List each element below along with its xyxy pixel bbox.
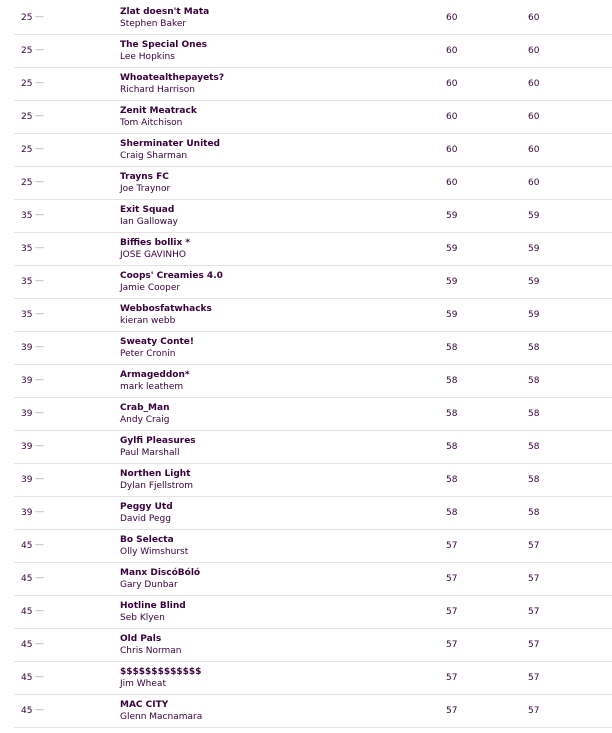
- total-points: 59: [528, 244, 540, 254]
- total-points: 57: [528, 673, 540, 683]
- team-cell[interactable]: [120, 303, 212, 327]
- rank-value: 39: [21, 442, 33, 452]
- table-row[interactable]: [14, 431, 612, 464]
- team-cell[interactable]: [120, 237, 190, 261]
- manager-name: JOSE GAVINHO: [120, 250, 186, 260]
- rank-movement-icon: —: [35, 540, 43, 550]
- gameweek-points: 58: [446, 442, 458, 452]
- team-cell[interactable]: [120, 39, 207, 63]
- manager-name: Paul Marshall: [120, 448, 180, 458]
- team-cell[interactable]: [120, 468, 193, 492]
- rank-value: 45: [21, 541, 33, 551]
- rank-movement-icon: —: [35, 45, 43, 55]
- manager-name: Dylan Fjellstrom: [120, 481, 194, 491]
- rank-value: 39: [21, 475, 33, 485]
- gameweek-points: 60: [446, 145, 458, 155]
- gameweek-points: 57: [446, 640, 458, 650]
- table-row[interactable]: [14, 332, 612, 365]
- team-name-link[interactable]: Northen Light: [120, 469, 191, 479]
- gameweek-points: 58: [446, 475, 458, 485]
- manager-name: Gary Dunbar: [120, 580, 178, 590]
- team-name-link[interactable]: Trayns FC: [120, 172, 169, 182]
- total-points: 57: [528, 574, 540, 584]
- total-points: 60: [528, 46, 540, 56]
- rank-movement-icon: —: [35, 606, 43, 616]
- gameweek-points: 57: [446, 673, 458, 683]
- rank-movement-icon: —: [35, 144, 43, 154]
- team-cell[interactable]: [120, 666, 201, 690]
- team-cell[interactable]: [120, 138, 220, 162]
- rank-movement-icon: —: [35, 507, 43, 517]
- manager-name: Joe Traynor: [120, 184, 171, 194]
- team-cell[interactable]: [120, 336, 194, 360]
- manager-name: David Pegg: [120, 514, 171, 524]
- table-row[interactable]: [14, 200, 612, 233]
- team-cell[interactable]: [120, 435, 196, 459]
- gameweek-points: 59: [446, 277, 458, 287]
- table-row[interactable]: [14, 497, 612, 530]
- team-cell[interactable]: [120, 534, 188, 558]
- rank-value: 35: [21, 310, 33, 320]
- rank-value: 25: [21, 145, 33, 155]
- table-row[interactable]: [14, 101, 612, 134]
- total-points: 59: [528, 310, 540, 320]
- team-cell[interactable]: [120, 699, 202, 723]
- gameweek-points: 59: [446, 310, 458, 320]
- team-name-link[interactable]: Hotline Blind: [120, 601, 186, 611]
- manager-name: Peter Cronin: [120, 349, 176, 359]
- manager-name: Seb Klyen: [120, 613, 165, 623]
- table-row[interactable]: [14, 398, 612, 431]
- gameweek-points: 60: [446, 13, 458, 23]
- rank-value: 35: [21, 211, 33, 221]
- rank-movement-icon: —: [35, 78, 43, 88]
- team-name-link[interactable]: Old Pals: [120, 634, 162, 644]
- total-points: 58: [528, 343, 540, 353]
- rank-movement-icon: —: [35, 573, 43, 583]
- manager-name: Jim Wheat: [120, 679, 166, 689]
- gameweek-points: 58: [446, 343, 458, 353]
- team-name-link[interactable]: Bo Selecta: [120, 535, 174, 545]
- gameweek-points: 58: [446, 409, 458, 419]
- team-name-link[interactable]: Zenit Meatrack: [120, 106, 197, 116]
- rank-movement-icon: —: [35, 309, 43, 319]
- gameweek-points: 58: [446, 376, 458, 386]
- team-name-link[interactable]: Sherminater United: [120, 139, 221, 149]
- rank-movement-icon: —: [35, 441, 43, 451]
- total-points: 59: [528, 277, 540, 287]
- team-name-link[interactable]: Exit Squad: [120, 205, 175, 215]
- team-name-link[interactable]: Manx DiscóBóló: [120, 568, 201, 578]
- table-row[interactable]: [14, 233, 612, 266]
- rank-value: 45: [21, 574, 33, 584]
- manager-name: Richard Harrison: [120, 85, 195, 95]
- team-name-link[interactable]: Sweaty Conte!: [120, 337, 194, 347]
- team-name-link[interactable]: Gylfi Pleasures: [120, 436, 196, 446]
- total-points: 57: [528, 607, 540, 617]
- rank-value: 25: [21, 46, 33, 56]
- team-cell[interactable]: [120, 369, 190, 393]
- team-cell[interactable]: [120, 600, 186, 624]
- total-points: 60: [528, 13, 540, 23]
- table-row[interactable]: [14, 2, 612, 35]
- team-cell[interactable]: [120, 72, 224, 96]
- rank-movement-icon: —: [35, 243, 43, 253]
- manager-name: Andy Craig: [120, 415, 170, 425]
- team-cell[interactable]: [120, 501, 173, 525]
- rank-movement-icon: —: [35, 210, 43, 220]
- gameweek-points: 57: [446, 541, 458, 551]
- gameweek-points: 57: [446, 574, 458, 584]
- gameweek-points: 57: [446, 607, 458, 617]
- gameweek-points: 60: [446, 46, 458, 56]
- total-points: 60: [528, 79, 540, 89]
- rank-movement-icon: —: [35, 672, 43, 682]
- total-points: 58: [528, 508, 540, 518]
- gameweek-points: 57: [446, 706, 458, 716]
- gameweek-points: 60: [446, 112, 458, 122]
- team-cell[interactable]: [120, 270, 223, 294]
- team-name-link[interactable]: Zlat doesn't Mata: [120, 7, 210, 17]
- rank-movement-icon: —: [35, 12, 43, 22]
- team-name-link[interactable]: Armageddon*: [120, 370, 190, 380]
- rank-value: 35: [21, 277, 33, 287]
- manager-name: mark leathem: [120, 382, 184, 392]
- team-name-link[interactable]: Peggy Utd: [120, 502, 173, 512]
- total-points: 57: [528, 706, 540, 716]
- rank-movement-icon: —: [35, 639, 43, 649]
- manager-name: Olly Wimshurst: [120, 547, 189, 557]
- team-name-link[interactable]: Webbosfatwhacks: [120, 304, 212, 314]
- gameweek-points: 60: [446, 79, 458, 89]
- total-points: 58: [528, 376, 540, 386]
- rank-movement-icon: —: [35, 111, 43, 121]
- total-points: 58: [528, 409, 540, 419]
- team-cell[interactable]: [120, 171, 170, 195]
- gameweek-points: 58: [446, 508, 458, 518]
- rank-movement-icon: —: [35, 705, 43, 715]
- gameweek-points: 59: [446, 211, 458, 221]
- table-row[interactable]: [14, 530, 612, 563]
- rank-value: 25: [21, 79, 33, 89]
- rank-value: 35: [21, 244, 33, 254]
- rank-value: 39: [21, 376, 33, 386]
- total-points: 57: [528, 541, 540, 551]
- manager-name: Chris Norman: [120, 646, 182, 656]
- table-row[interactable]: [14, 464, 612, 497]
- manager-name: Lee Hopkins: [120, 52, 175, 62]
- team-name-link[interactable]: Crab_Man: [120, 403, 170, 413]
- table-row[interactable]: [14, 563, 612, 596]
- total-points: 58: [528, 475, 540, 485]
- rank-value: 25: [21, 13, 33, 23]
- manager-name: Stephen Baker: [120, 19, 187, 29]
- rank-movement-icon: —: [35, 342, 43, 352]
- team-cell[interactable]: [120, 567, 200, 591]
- gameweek-points: 60: [446, 178, 458, 188]
- total-points: 60: [528, 145, 540, 155]
- rank-value: 25: [21, 112, 33, 122]
- rank-movement-icon: —: [35, 276, 43, 286]
- table-row[interactable]: [14, 299, 612, 332]
- table-row[interactable]: [14, 662, 612, 695]
- table-row[interactable]: [14, 68, 612, 101]
- manager-name: Glenn Macnamara: [120, 712, 203, 722]
- rank-value: 25: [21, 178, 33, 188]
- team-cell[interactable]: [120, 633, 182, 657]
- rank-value: 39: [21, 343, 33, 353]
- rank-movement-icon: —: [35, 408, 43, 418]
- gameweek-points: 59: [446, 244, 458, 254]
- rank-value: 45: [21, 706, 33, 716]
- total-points: 57: [528, 640, 540, 650]
- team-name-link[interactable]: The Special Ones: [120, 40, 208, 50]
- rank-value: 39: [21, 508, 33, 518]
- table-row[interactable]: [14, 35, 612, 68]
- manager-name: kieran webb: [120, 316, 176, 326]
- manager-name: Tom Aitchison: [120, 118, 183, 128]
- total-points: 60: [528, 178, 540, 188]
- rank-movement-icon: —: [35, 474, 43, 484]
- rank-value: 39: [21, 409, 33, 419]
- team-cell[interactable]: [120, 204, 178, 228]
- rank-value: 45: [21, 607, 33, 617]
- manager-name: Ian Galloway: [120, 217, 178, 227]
- total-points: 58: [528, 442, 540, 452]
- team-cell[interactable]: [120, 402, 170, 426]
- table-row[interactable]: [14, 695, 612, 728]
- table-row[interactable]: [14, 629, 612, 662]
- rank-movement-icon: —: [35, 375, 43, 385]
- table-row[interactable]: [14, 365, 612, 398]
- rank-value: 45: [21, 673, 33, 683]
- team-name-link[interactable]: $$$$$$$$$$$$$: [120, 667, 202, 677]
- team-name-link[interactable]: Coops' Creamies 4.0: [120, 271, 223, 281]
- team-cell[interactable]: [120, 105, 197, 129]
- table-row[interactable]: [14, 134, 612, 167]
- team-name-link[interactable]: Biffies bollix *: [120, 238, 191, 248]
- total-points: 59: [528, 211, 540, 221]
- manager-name: Craig Sharman: [120, 151, 188, 161]
- team-cell[interactable]: [120, 6, 209, 30]
- rank-value: 45: [21, 640, 33, 650]
- table-row[interactable]: [14, 266, 612, 299]
- manager-name: Jamie Cooper: [120, 283, 181, 293]
- team-name-link[interactable]: Whoatealthepayets?: [120, 73, 225, 83]
- total-points: 60: [528, 112, 540, 122]
- table-row[interactable]: [14, 596, 612, 629]
- rank-movement-icon: —: [35, 177, 43, 187]
- team-name-link[interactable]: MAC CITY: [120, 700, 169, 710]
- table-row[interactable]: [14, 167, 612, 200]
